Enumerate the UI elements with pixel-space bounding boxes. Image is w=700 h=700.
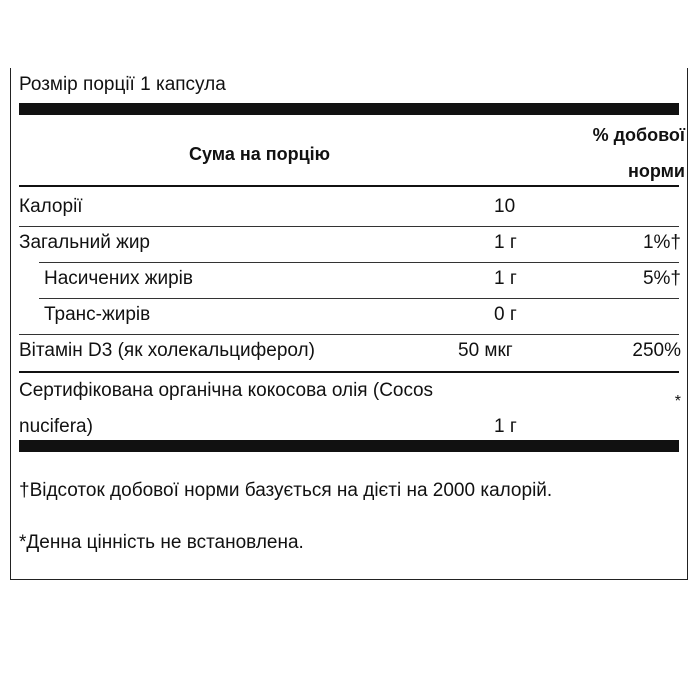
row-saturated-fat-name: Насичених жирів [44,268,193,289]
row-total-fat-amount: 1 г [494,232,517,253]
row-saturated-fat-dv: 5%† [642,268,681,289]
amount-per-serving-header: Сума на порцію [189,144,331,164]
row-vitamin-d3-amount: 50 мкг [458,340,513,361]
daily-value-header-line2: норми [627,161,685,181]
row-trans-fat-amount: 0 г [494,304,517,325]
row-calories-name: Калорії [19,196,83,217]
row-coconut-oil-name-line2: nucifera) [19,416,93,437]
row-divider [19,226,679,227]
row-saturated-fat-amount: 1 г [494,268,517,289]
header-divider [19,185,679,187]
row-divider [19,334,679,335]
row-vitamin-d3-dv: 250% [632,340,681,361]
footnote-daily-value: †Відсоток добової норми базується на дієті на 2000 калорій. [19,480,553,501]
thick-divider-top [19,103,679,115]
row-calories-amount: 10 [494,196,516,217]
row-total-fat-name: Загальний жир [19,232,150,253]
thick-divider-bottom [19,440,679,452]
row-divider [39,298,679,299]
daily-value-header-line1: % добової [592,125,685,145]
row-total-fat-dv: 1%† [642,232,681,253]
serving-size: Розмір порції 1 капсула [19,74,226,95]
row-divider [39,262,679,263]
row-vitamin-d3-name: Вітамін D3 (як холекальциферол) [19,340,315,361]
footnote-not-established: *Денна цінність не встановлена. [19,532,304,553]
supplement-facts-panel [10,68,688,580]
row-coconut-oil-name-line1: Сертифікована органічна кокосова олія (Cocos [19,380,434,401]
section-divider [19,371,679,373]
row-coconut-oil-amount: 1 г [494,416,517,437]
row-coconut-oil-dv: * [674,393,681,410]
row-trans-fat-name: Транс-жирів [44,304,151,325]
